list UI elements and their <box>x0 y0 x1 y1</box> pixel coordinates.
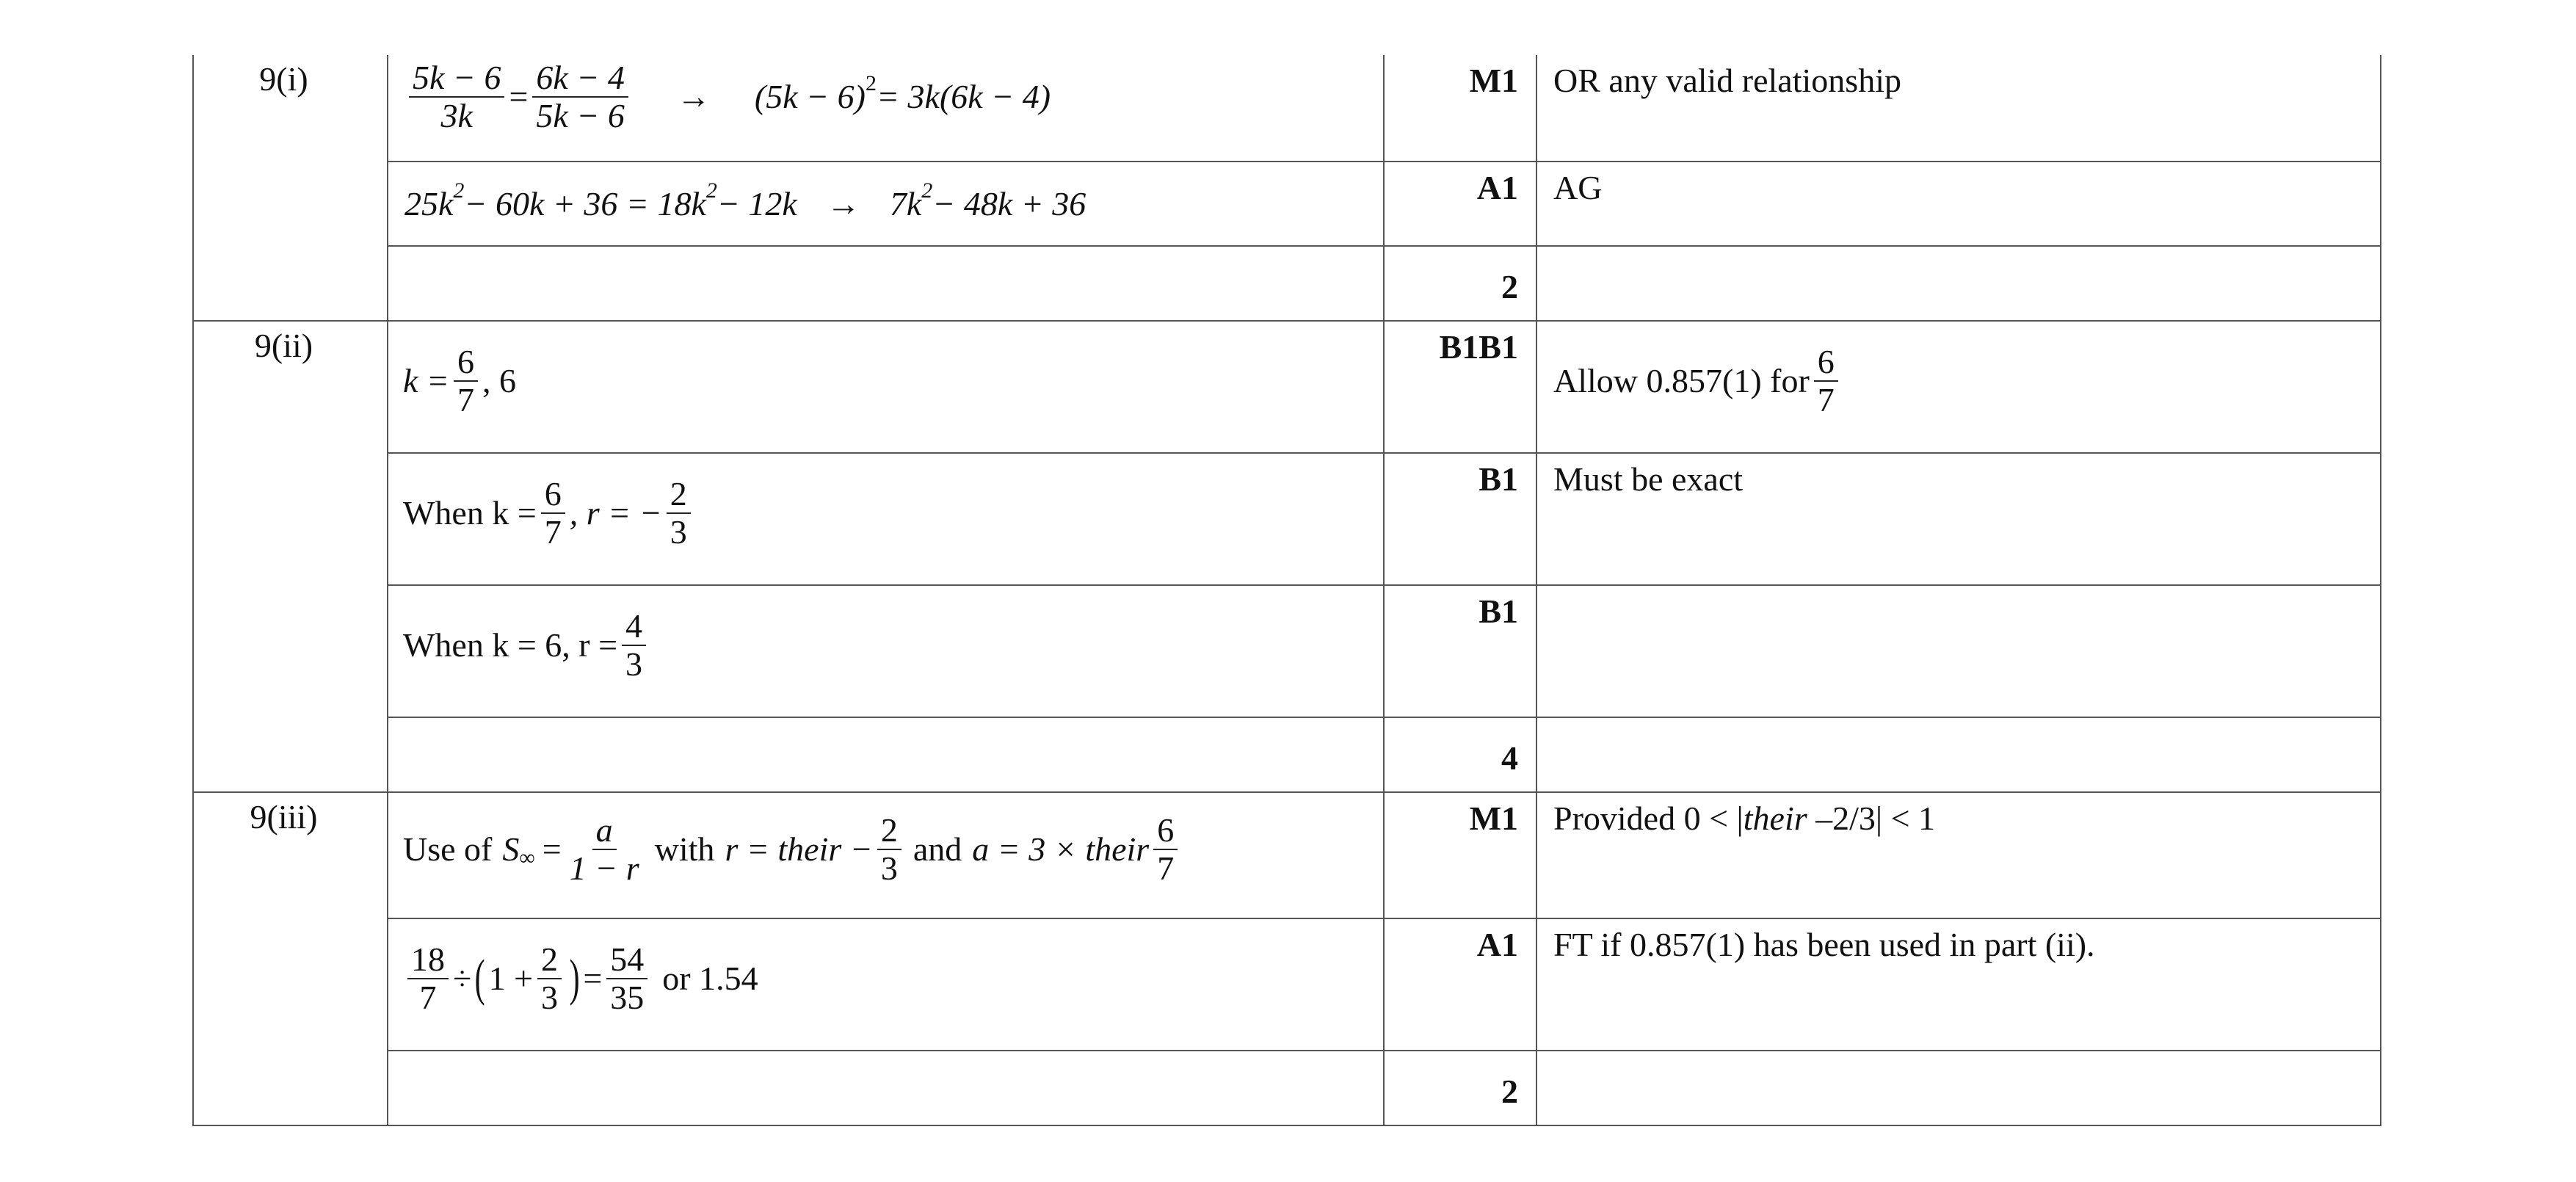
arrow-symbol: → <box>676 78 711 116</box>
answer-cell: When k = $\frac{6}{7}$ , r = − $\frac{2}{3}$ <box>388 453 1384 585</box>
fraction: $\frac{54}{35}$ <box>606 941 647 1015</box>
fraction: $\frac{a}{1 - r}$ <box>569 811 639 887</box>
fraction: $\frac{2}{3}$ <box>537 941 562 1015</box>
answer-cell: When k = 6, r = $\frac{4}{3}$ <box>388 585 1384 717</box>
fraction: $\frac{5k - 6}{3k}$ <box>409 59 504 134</box>
table-row <box>193 717 2381 792</box>
guidance-cell <box>1536 1051 2381 1125</box>
guidance-cell <box>1536 585 2381 717</box>
question-number: 9(ii) <box>193 321 388 792</box>
guidance-cell: Must be exact <box>1536 453 2381 585</box>
total-mark-cell: 2 <box>1384 246 1536 321</box>
fraction: $\frac{2}{3}$ <box>877 812 901 886</box>
answer-cell <box>388 717 1384 792</box>
table-row <box>193 55 2381 162</box>
total-mark-cell: 2 <box>1384 1051 1536 1125</box>
mark-cell: B1 <box>1384 453 1536 585</box>
table-row <box>193 1051 2381 1125</box>
guidance-cell: Allow 0.857(1) for 6 7 <box>1536 321 2381 453</box>
fraction: 6 7 <box>1814 344 1838 418</box>
mark-scheme-table <box>192 55 2381 1126</box>
fraction: $\frac{6}{7}$ <box>541 476 565 550</box>
mark-cell: B1 <box>1384 585 1536 717</box>
guidance-cell <box>1536 717 2381 792</box>
guidance-cell: Provided 0 < |their –2/3| < 1 <box>1536 792 2381 918</box>
guidance-cell <box>1536 246 2381 321</box>
answer-cell <box>388 246 1384 321</box>
answer-cell: Use of S ∞ = $\frac{a}{1 - r}$ with r = their − $\frac{2}{3}$ and a = 3 × their 6 7 <box>388 792 1384 918</box>
mark-cell: M1 <box>1384 55 1536 162</box>
arrow-symbol: → <box>826 185 860 222</box>
answer-cell: k = $\frac{6}{7}$ , 6 <box>388 321 1384 453</box>
fraction: $\frac{6}{7}$ <box>454 344 478 418</box>
guidance-cell: AG <box>1536 162 2381 246</box>
answer-cell: $\frac{18}{7}$ ÷ ( 1 + $\frac{2}{3}$ ) = $\frac{54}{35}$ or 1.54 <box>388 918 1384 1051</box>
fraction: $\frac{18}{7}$ <box>407 941 449 1015</box>
table-row <box>193 453 2381 585</box>
mark-cell: M1 <box>1384 792 1536 918</box>
question-number: 9(i) <box>193 55 388 321</box>
question-number: 9(iii) <box>193 792 388 1125</box>
answer-cell: $\frac{5k - 6}{3k}$ = $\frac{6k - 4}{5k - 6}$ → (5k − 6) 2 = 3k(6k − 4) <box>388 55 1384 162</box>
mark-cell: A1 <box>1384 918 1536 1051</box>
table-row <box>193 162 2381 246</box>
mark-cell: B1B1 <box>1384 321 1536 453</box>
fraction: $\frac{6k - 4}{5k - 6}$ <box>532 59 628 134</box>
answer-cell: 25k 2 − 60k + 36 = 18k 2 − 12k → 7k 2 − 48k + 36 <box>388 162 1384 246</box>
answer-cell <box>388 1051 1384 1125</box>
fraction: $\frac{2}{3}$ <box>667 476 691 550</box>
total-mark-cell: 4 <box>1384 717 1536 792</box>
table-row <box>193 792 2381 918</box>
fraction: $\frac{4}{3}$ <box>622 608 646 682</box>
guidance-cell: FT if 0.857(1) has been used in part (ii). <box>1536 918 2381 1051</box>
guidance-cell: OR any valid relationship <box>1536 55 2381 162</box>
mark-cell: A1 <box>1384 162 1536 246</box>
table-row <box>193 918 2381 1051</box>
table-row <box>193 321 2381 453</box>
table-row <box>193 585 2381 717</box>
fraction: 6 7 <box>1153 812 1178 886</box>
table-row <box>193 246 2381 321</box>
